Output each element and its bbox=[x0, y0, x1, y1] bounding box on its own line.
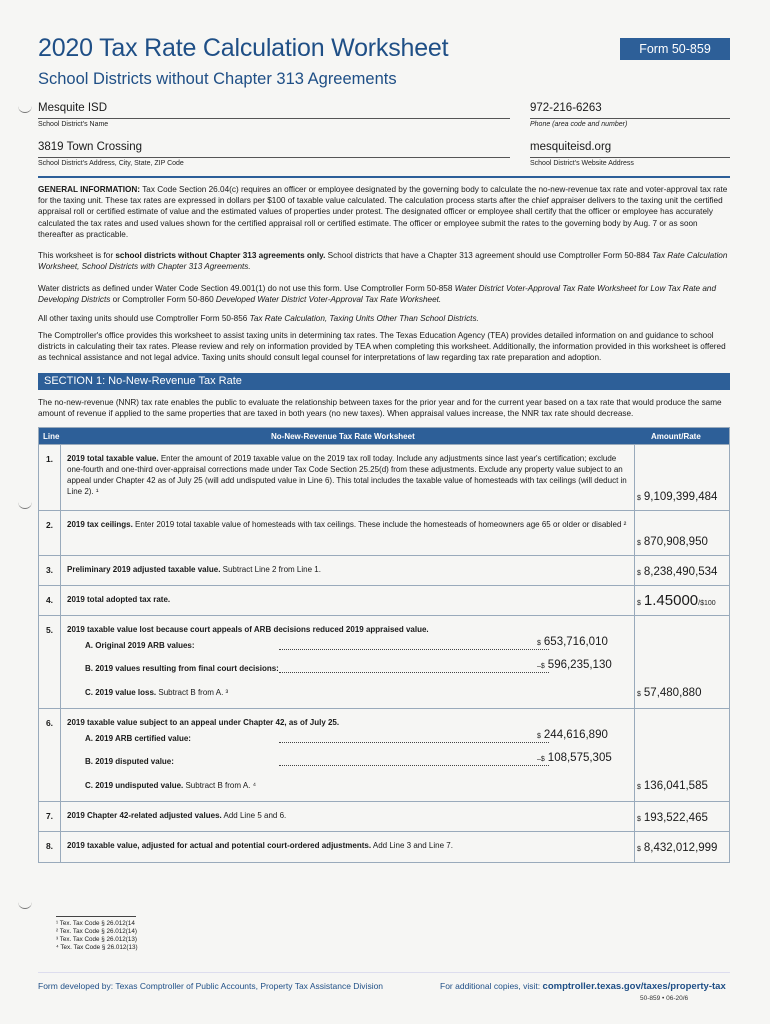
district-name-field[interactable] bbox=[38, 101, 510, 128]
line-7-amount[interactable]: $ 193,522,465 bbox=[637, 812, 708, 824]
table-row-line-7: 7. 2019 Chapter 42-related adjusted values. Add Line 5 and 6. $ 193,522,465 bbox=[39, 801, 729, 831]
footnote-4: ⁴ Tex. Tax Code § 26.012(13) bbox=[56, 944, 138, 951]
district-name-label: School District's Name bbox=[38, 121, 109, 128]
footer-developer: Form developed by: Texas Comptroller of Public Accounts, Property Tax Assistance Division bbox=[38, 981, 384, 991]
line-1-amount[interactable]: $ 9,109,399,484 bbox=[637, 491, 718, 503]
table-row-line-1: 1. 2019 total taxable value. Enter the amount of 2019 taxable value on the 2019 tax roll today. Include any adjustments since last year's certification; exclude one-fourth and one-third over-appraisal corrections made under Tax Code Section 25.25(d) from these adjustments. Exclude any property value subject to an appeal under Chapter 42 as of July 25 (will add undisputed value in Line 6). This total includes the taxable value of homesteads with tax ceilings (will deduct in Line 2). ¹ $ 9,109,399,484 bbox=[39, 444, 729, 510]
line-5a-amount[interactable]: $ 653,716,010 bbox=[537, 636, 608, 648]
section-1-intro: The no-new-revenue (NNR) tax rate enables the public to evaluate the relationship between taxes for the prior year and for the current year based on a tax rate that would produce the same amount of revenue if applied to the same properties that are taxed in both years (no new taxes). When appraisal values increase, the NNR tax rate should decrease. bbox=[38, 398, 722, 419]
form-number-badge: Form 50-859 bbox=[620, 38, 730, 60]
worksheet-scope-paragraph: This worksheet is for school districts without Chapter 313 agreements only. School districts that have a Chapter 313 agreement should use Comptroller Form 50-884 Tax Rate Calculation Worksheet, School Districts with Chapter 313 Agreements. bbox=[38, 251, 728, 272]
table-row-line-5: 5. 2019 taxable value lost because court appeals of ARB decisions reduced 2019 appraised value. A. Original 2019 ARB values: $ 653,716,010 B. 2019 values resulting from final court decisions: –$ 596,235,130 C. 2019 value loss. Subtract B from A. ³ $ 57,480,880 bbox=[39, 615, 729, 708]
table-row-line-6: 6. 2019 taxable value subject to an appeal under Chapter 42, as of July 25. A. 2019 ARB certified value: $ 244,616,890 B. 2019 disputed value: –$ 108,575,305 C. 2019 undisputed value. Subtract B from A. ⁴ $ 136,041,585 bbox=[39, 708, 729, 801]
footer-copies: For additional copies, visit: comptroller.texas.gov/taxes/property-tax bbox=[440, 981, 726, 992]
footer-link[interactable]: comptroller.texas.gov/taxes/property-tax bbox=[542, 981, 726, 992]
binder-hole-mark bbox=[18, 500, 32, 509]
line-4-amount[interactable]: $ 1.45000/$100 bbox=[637, 592, 716, 609]
page-title: 2020 Tax Rate Calculation Worksheet bbox=[38, 34, 449, 62]
line-6a-amount[interactable]: $ 244,616,890 bbox=[537, 729, 608, 741]
col-worksheet: No-New-Revenue Tax Rate Worksheet bbox=[271, 432, 415, 441]
table-row-line-8: 8. 2019 taxable value, adjusted for actual and potential court-ordered adjustments. Add Line 3 and Line 7. $ 8,432,012,999 bbox=[39, 831, 729, 862]
line-6-amount[interactable]: $ 136,041,585 bbox=[637, 780, 708, 792]
page-subtitle: School Districts without Chapter 313 Agreements bbox=[38, 70, 397, 88]
comptroller-paragraph: The Comptroller's office provides this worksheet to assist taxing units in determining tax rates. The Texas Education Agency (TEA) provides detailed information on and guidance to school districts in calculating their tax rates. Please review and rely on information provided by TEA when completing this worksheet. Additionally, the information provided in this worksheet is offered as technical assistance and not legal advice. Taxing units should consult legal counsel for interpretations of law regarding tax rate preparation and adoption. bbox=[38, 331, 726, 363]
header-divider bbox=[38, 176, 730, 178]
nnr-worksheet-table bbox=[38, 427, 730, 863]
district-address-label: School District's Address, City, State, ZIP Code bbox=[38, 160, 184, 167]
line-6b-amount[interactable]: –$ 108,575,305 bbox=[537, 752, 612, 764]
line-3-amount[interactable]: $ 8,238,490,534 bbox=[637, 566, 718, 578]
footnote-divider bbox=[56, 916, 136, 917]
other-units-paragraph: All other taxing units should use Comptroller Form 50-856 Tax Rate Calculation, Taxing Units Other Than School Districts. bbox=[38, 314, 479, 323]
water-districts-paragraph: Water districts as defined under Water Code Section 49.001(1) do not use this form. Use Comptroller Form 50-858 Water District Voter-Approval Tax Rate Worksheet for Low Tax Rate and Developing Districts or Comptroller Form 50-860 Developed Water District Voter-Approval Tax Rate Worksheet. bbox=[38, 284, 717, 305]
col-line: Line bbox=[43, 432, 60, 441]
binder-hole-mark bbox=[18, 900, 32, 909]
district-name-value: Mesquite ISD bbox=[38, 102, 108, 114]
phone-label: Phone (area code and number) bbox=[530, 121, 628, 128]
line-5-amount[interactable]: $ 57,480,880 bbox=[637, 687, 702, 699]
footnote-1: ¹ Tex. Tax Code § 26.012(14 bbox=[56, 920, 135, 927]
line-8-amount[interactable]: $ 8,432,012,999 bbox=[637, 842, 718, 854]
phone-value: 972-216-6263 bbox=[530, 102, 602, 114]
district-address-value: 3819 Town Crossing bbox=[38, 141, 142, 153]
general-info-paragraph: GENERAL INFORMATION: Tax Code Section 26.04(c) requires an officer or employee designated by the governing body to calculate the no-new-revenue tax rate and voter-approval tax rate for the taxing unit. These tax rates are expressed in dollars per $100 of taxable value calculated. The calculation process starts after the chief appraiser delivers to the taxing unit the certified appraisal roll or certified estimate of value and the estimated values of properties under protest. The designated officer or employee shall certify that the officer or employee has accurately calculated the tax rates and used values shown for the certified appraisal roll or certified estimate. The officer or employee submit the rates to the governing body by Aug. 7 or as soon thereafter as practicable. bbox=[38, 185, 728, 239]
table-row-line-3: 3. Preliminary 2019 adjusted taxable value. Subtract Line 2 from Line 1. $ 8,238,490,534 bbox=[39, 555, 729, 585]
line-5b-amount[interactable]: –$ 596,235,130 bbox=[537, 659, 612, 671]
section-1-heading: SECTION 1: No-New-Revenue Tax Rate bbox=[38, 373, 730, 390]
table-row-line-4: 4. 2019 total adopted tax rate. $ 1.45000/$100 bbox=[39, 585, 729, 615]
website-label: School District's Website Address bbox=[530, 160, 634, 167]
line-2-amount[interactable]: $ 870,908,950 bbox=[637, 536, 708, 548]
table-row-line-2: 2. 2019 tax ceilings. Enter 2019 total taxable value of homesteads with tax ceilings. These include the homesteads of homeowners age 65 or older or disabled ² $ 870,908,950 bbox=[39, 510, 729, 555]
footer-divider bbox=[38, 972, 730, 973]
phone-field[interactable] bbox=[530, 101, 730, 128]
general-info-heading: GENERAL INFORMATION: bbox=[38, 185, 141, 194]
footer-form-code: 50-859 • 06-20/6 bbox=[640, 995, 689, 1002]
footnote-3: ³ Tex. Tax Code § 26.012(13) bbox=[56, 936, 137, 943]
website-field[interactable] bbox=[530, 140, 730, 167]
table-header bbox=[39, 428, 729, 444]
binder-hole-mark bbox=[18, 104, 32, 113]
footnote-2: ² Tex. Tax Code § 26.012(14) bbox=[56, 928, 137, 935]
col-amount: Amount/Rate bbox=[651, 432, 701, 441]
district-address-field[interactable] bbox=[38, 140, 510, 167]
website-value: mesquiteisd.org bbox=[530, 141, 612, 153]
